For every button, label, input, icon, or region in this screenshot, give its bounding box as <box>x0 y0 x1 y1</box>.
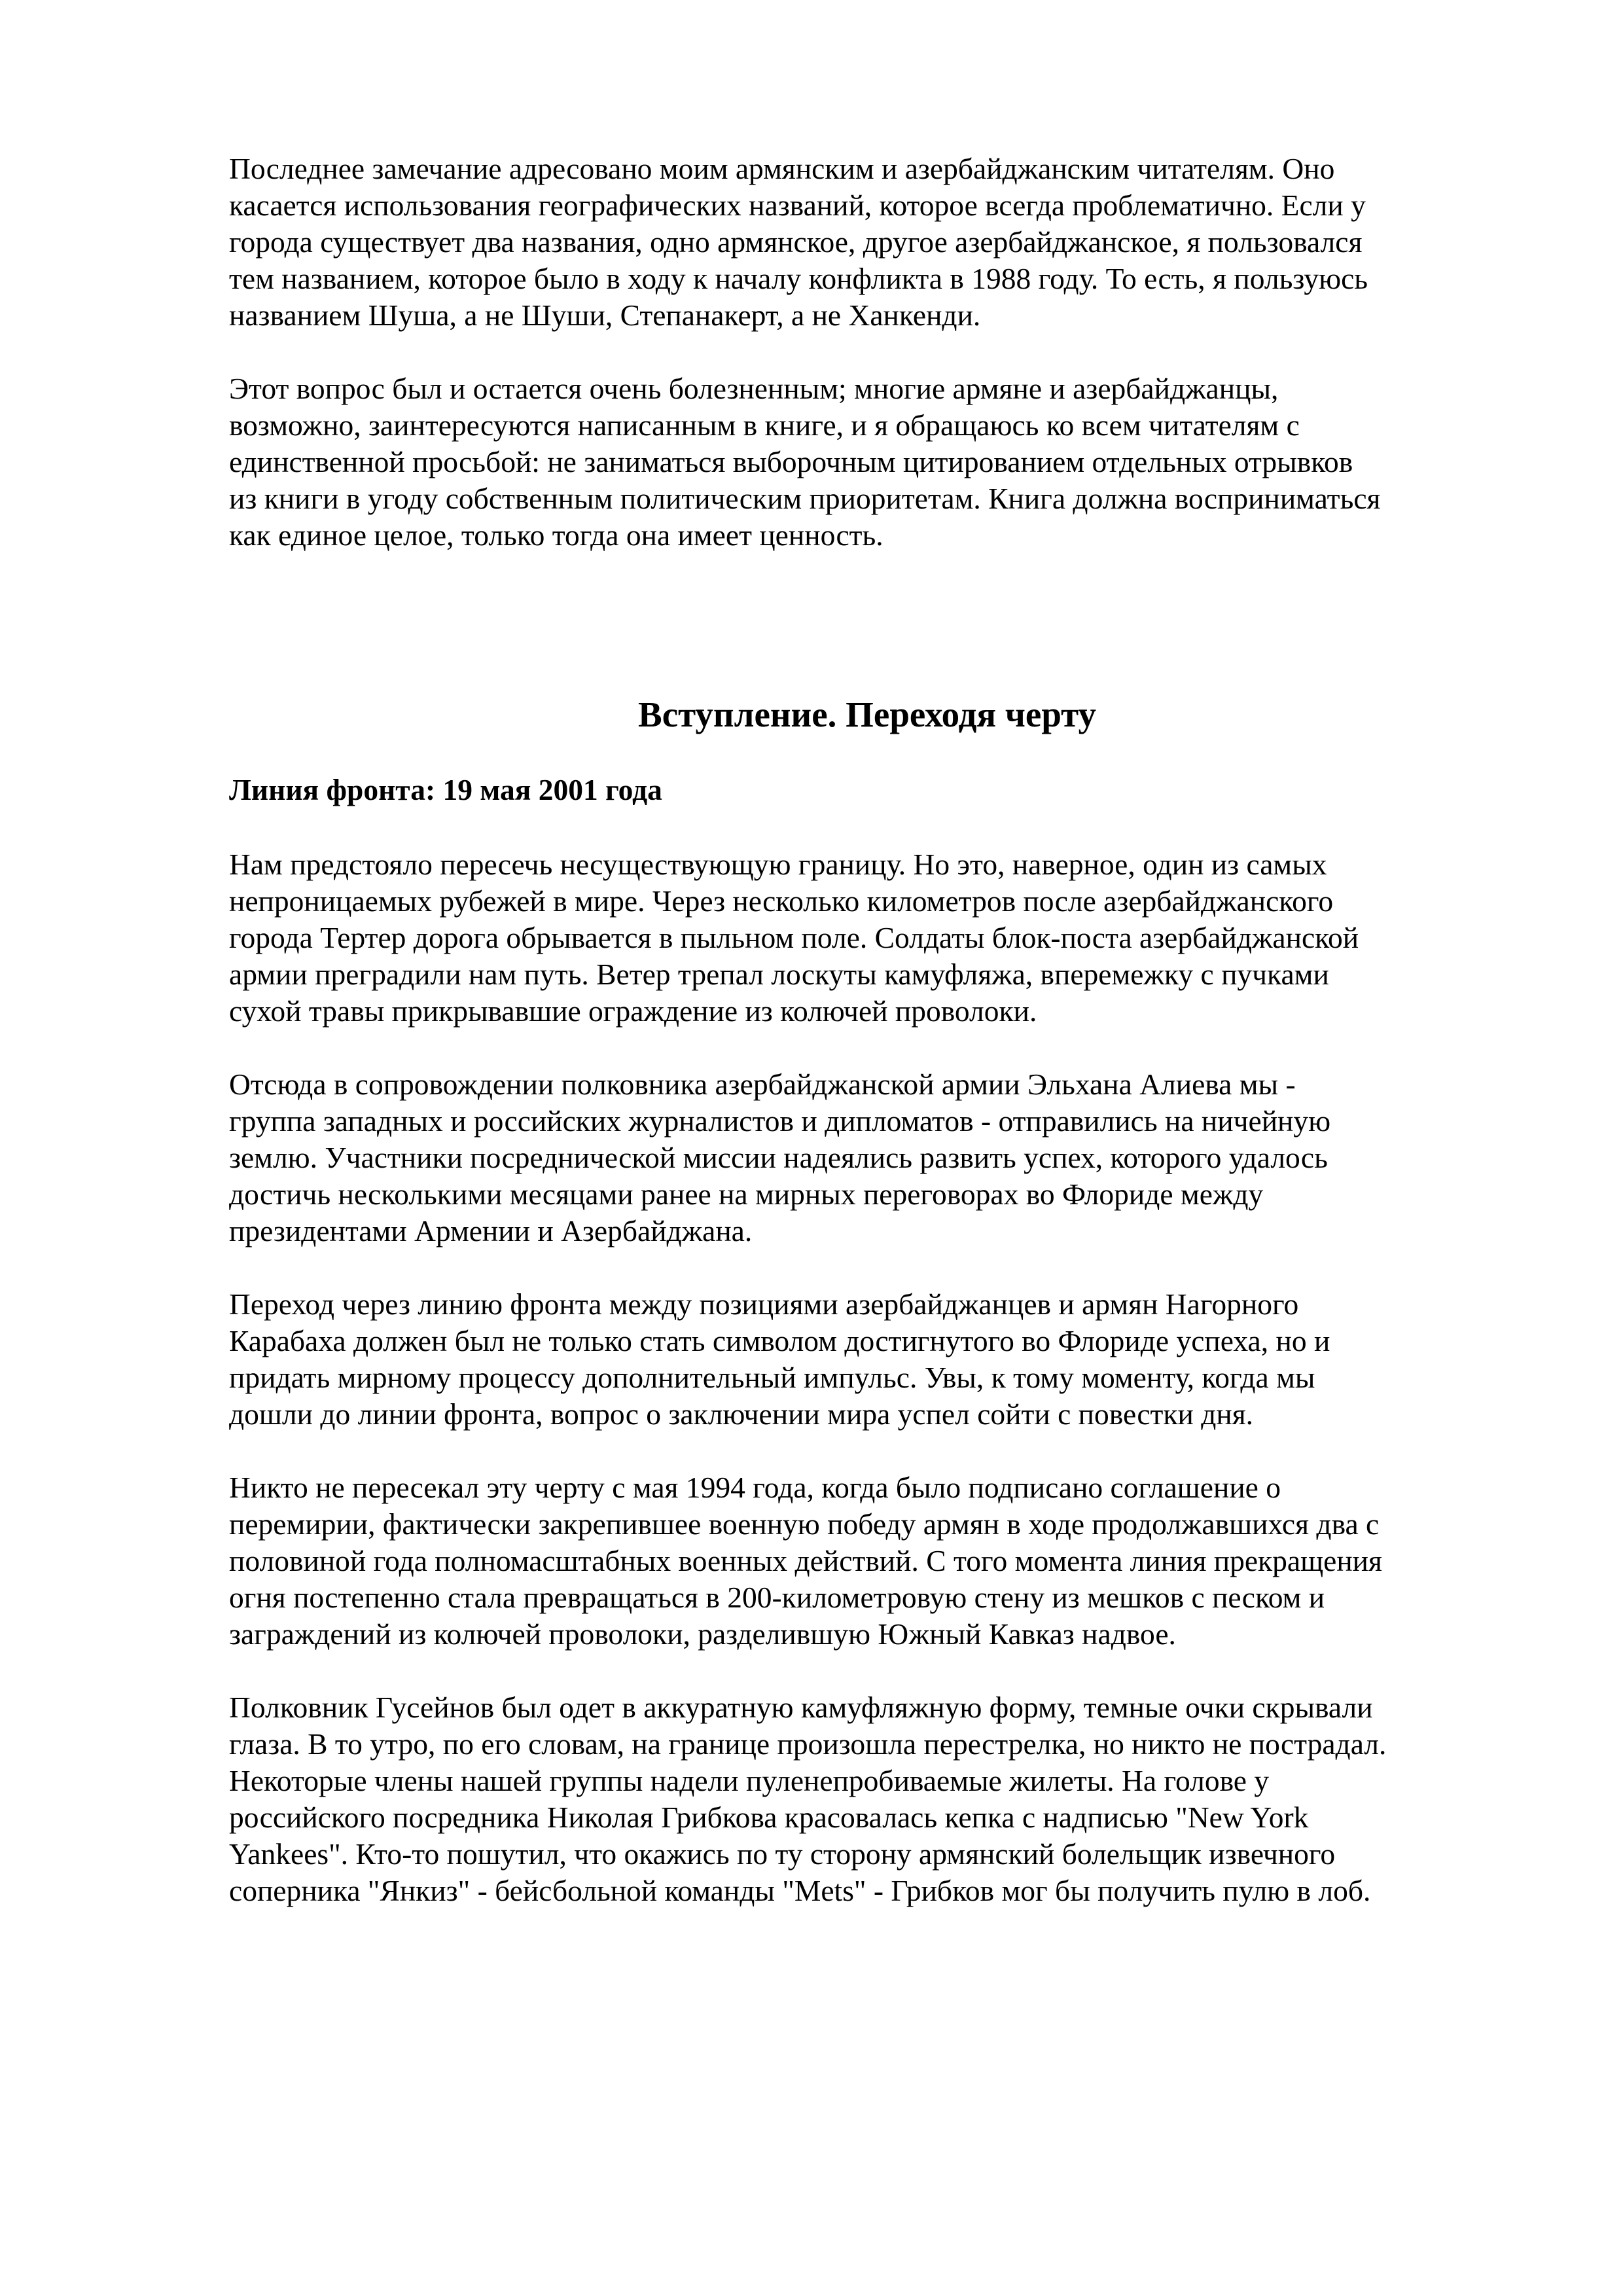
chapter-title: Вступление. Переходя черту <box>638 694 1096 734</box>
section-spacer <box>229 590 1505 692</box>
preface-paragraph-2: Этот вопрос был и остается очень болезненным; многие армяне и азербайджанцы, возможно, заинтересуются написанным в книге, и я обращаюсь ко всем читателям с единственной просьбой: не заниматься выборочным цитированием отдельных отрывков из книги в угоду собственным политическим приоритетам. Книга должна восприниматься как единое целое, только тогда она имеет ценность. <box>229 372 1381 552</box>
body-paragraph-1: Нам предстояло пересечь несуществующую границу. Но это, наверное, один из самых непроницаемых рубежей в мире. Через несколько километров после азербайджанского города Тертер дорога обрывается в пыльном поле. Солдаты блок-поста азербайджанской армии преградили нам путь. Ветер трепал лоскуты камуфляжа, вперемежку с пучками сухой травы прикрывавшие ограждение из колючей проволоки. <box>229 848 1359 1028</box>
preface-paragraph-1: Последнее замечание адресовано моим армянским и азербайджанским читателям. Оно касается использования географических названий, которое всегда проблематично. Если у города существует два названия, одно армянское, другое азербайджанское, я пользовался тем названием, которое было в ходу к началу конфликта в 1988 году. То есть, я пользуюсь названием Шуша, а не Шуши, Степанакерт, а не Ханкенди. <box>229 152 1368 332</box>
body-paragraph-3: Переход через линию фронта между позициями азербайджанцев и армян Нагорного Карабаха должен был не только стать символом достигнутого во Флориде успеха, но и придать мирному процессу дополнительный импульс. Увы, к тому моменту, когда мы дошли до линии фронта, вопрос о заключении мира успел сойти с повестки дня. <box>229 1287 1330 1431</box>
body-paragraph-4: Никто не пересекал эту черту с мая 1994 года, когда было подписано соглашение о перемирии, фактически закрепившее военную победу армян в ходе продолжавшихся два с половиной года полномасштабных военных действий. С того момента линия прекращения огня постепенно стала превращаться в 200-километровую стену из мешков с песком и заграждений из колючей проволоки, разделившую Южный Кавказ надвое. <box>229 1471 1382 1651</box>
section-subheading: Линия фронта: 19 мая 2001 года <box>229 773 662 806</box>
body-paragraph-2: Отсюда в сопровождении полковника азербайджанской армии Эльхана Алиева мы - группа западных и российских журналистов и дипломатов - отправились на ничейную землю. Участники посреднической миссии надеялись развить успех, которого удалось достичь несколькими месяцами ранее на мирных переговорах во Флориде между президентами Армении и Азербайджана. <box>229 1067 1331 1247</box>
document-page <box>229 151 1505 1946</box>
body-paragraph-5: Полковник Гусейнов был одет в аккуратную камуфляжную форму, темные очки скрывали глаза. В то утро, по его словам, на границе произошла перестрелка, но никто не пострадал. Некоторые члены нашей группы надели пуленепробиваемые жилеты. На голове у российского посредника Николая Грибкова красовалась кепка с надписью "New York Yankees". Кто-то пошутил, что окажись по ту сторону армянский болельщик извечного соперника "Янкиз" - бейсбольной команды "Mets" - Грибков мог бы получить пулю в лоб. <box>229 1691 1387 1907</box>
